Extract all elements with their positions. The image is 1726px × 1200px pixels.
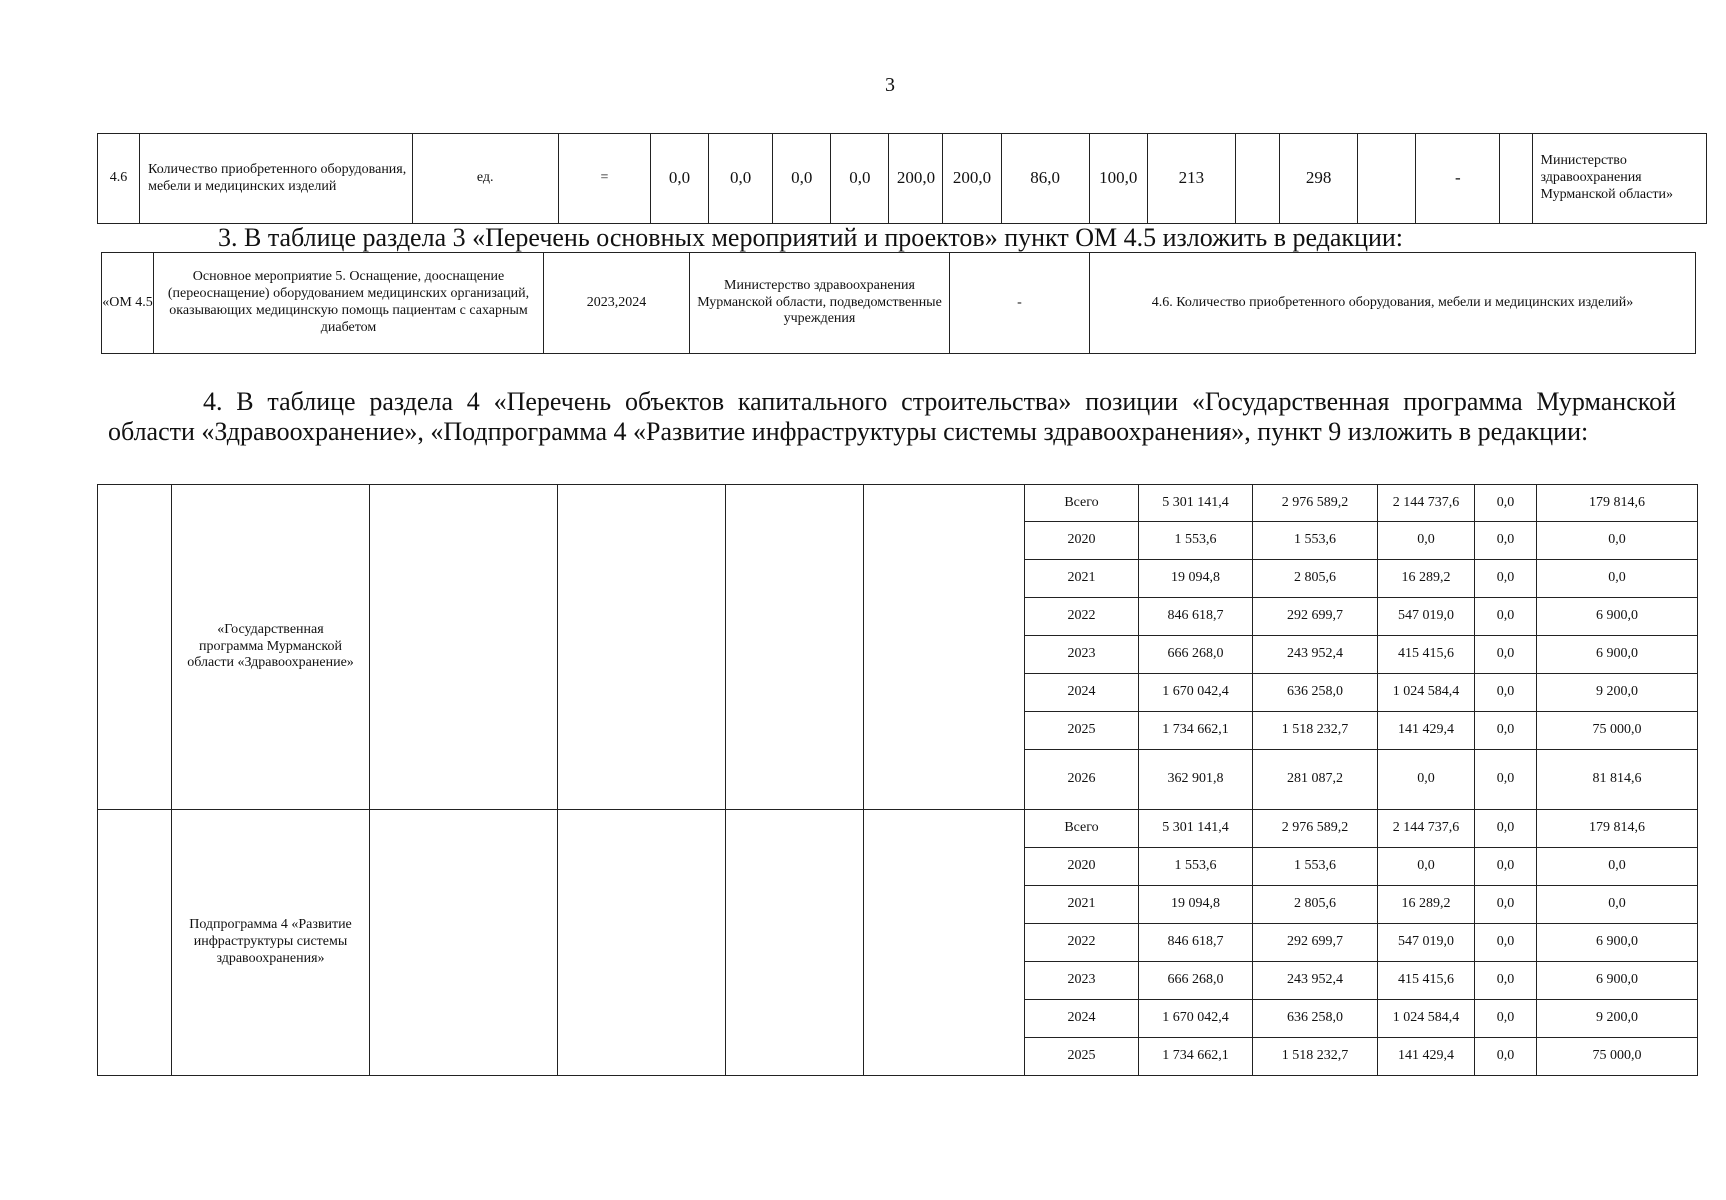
financing-source-3: 0,0 bbox=[1475, 924, 1537, 962]
financing-year: Всего bbox=[1025, 810, 1139, 848]
financing-source-4: 179 814,6 bbox=[1537, 810, 1698, 848]
indicator-responsible: Министерство здравоохранения Мурманской области» bbox=[1532, 134, 1707, 224]
indicator-value: 200,0 bbox=[889, 134, 943, 224]
empty-cell bbox=[726, 485, 864, 810]
financing-year: Всего bbox=[1025, 485, 1139, 522]
financing-source-4: 75 000,0 bbox=[1537, 712, 1698, 750]
financing-source-1: 243 952,4 bbox=[1253, 636, 1378, 674]
financing-source-4: 179 814,6 bbox=[1537, 485, 1698, 522]
financing-source-3: 0,0 bbox=[1475, 712, 1537, 750]
financing-total: 846 618,7 bbox=[1139, 924, 1253, 962]
financing-source-4: 0,0 bbox=[1537, 848, 1698, 886]
financing-source-3: 0,0 bbox=[1475, 750, 1537, 810]
financing-year: 2024 bbox=[1025, 674, 1139, 712]
financing-year: 2022 bbox=[1025, 598, 1139, 636]
financing-source-2: 547 019,0 bbox=[1378, 598, 1475, 636]
financing-source-4: 0,0 bbox=[1537, 522, 1698, 560]
financing-source-2: 16 289,2 bbox=[1378, 886, 1475, 924]
financing-row bbox=[98, 485, 1698, 522]
empty-cell bbox=[98, 810, 172, 1076]
financing-source-1: 1 553,6 bbox=[1253, 848, 1378, 886]
indicator-value: - bbox=[1416, 134, 1500, 224]
financing-year: 2026 bbox=[1025, 750, 1139, 810]
indicator-value bbox=[1500, 134, 1532, 224]
financing-source-3: 0,0 bbox=[1475, 485, 1537, 522]
financing-year: 2020 bbox=[1025, 848, 1139, 886]
financing-source-2: 415 415,6 bbox=[1378, 636, 1475, 674]
indicator-name: Количество приобретенного оборудования, мебели и медицинских изделий bbox=[140, 134, 413, 224]
indicator-value: 0,0 bbox=[831, 134, 889, 224]
financing-source-1: 243 952,4 bbox=[1253, 962, 1378, 1000]
financing-source-1: 1 553,6 bbox=[1253, 522, 1378, 560]
financing-total: 1 670 042,4 bbox=[1139, 674, 1253, 712]
financing-source-4: 0,0 bbox=[1537, 886, 1698, 924]
indicator-value: 200,0 bbox=[943, 134, 1001, 224]
indicator-row bbox=[98, 134, 1707, 224]
measure-years: 2023,2024 bbox=[544, 253, 690, 354]
indicator-unit: ед. bbox=[412, 134, 558, 224]
financing-table bbox=[97, 484, 1698, 1076]
measures-table bbox=[101, 252, 1696, 354]
indicator-value: 100,0 bbox=[1089, 134, 1147, 224]
measure-executor: Министерство здравоохранения Мурманской области, подведомственные учреждения bbox=[690, 253, 950, 354]
financing-source-3: 0,0 bbox=[1475, 674, 1537, 712]
financing-total: 1 553,6 bbox=[1139, 848, 1253, 886]
measure-dash: - bbox=[950, 253, 1090, 354]
indicator-number: 4.6 bbox=[98, 134, 140, 224]
financing-source-1: 292 699,7 bbox=[1253, 924, 1378, 962]
financing-year: 2023 bbox=[1025, 636, 1139, 674]
financing-source-4: 6 900,0 bbox=[1537, 924, 1698, 962]
financing-total: 5 301 141,4 bbox=[1139, 485, 1253, 522]
financing-year: 2021 bbox=[1025, 560, 1139, 598]
financing-source-1: 2 976 589,2 bbox=[1253, 810, 1378, 848]
financing-source-1: 281 087,2 bbox=[1253, 750, 1378, 810]
paragraph-3: 3. В таблице раздела 3 «Перечень основных мероприятий и проектов» пункт ОМ 4.5 изложить в редакции: bbox=[218, 223, 1404, 252]
program-title: «Государственная программа Мурманской области «Здравоохранение» bbox=[172, 485, 370, 810]
financing-total: 1 670 042,4 bbox=[1139, 1000, 1253, 1038]
financing-source-2: 141 429,4 bbox=[1378, 712, 1475, 750]
indicator-sign: = bbox=[558, 134, 650, 224]
financing-year: 2020 bbox=[1025, 522, 1139, 560]
financing-source-4: 9 200,0 bbox=[1537, 1000, 1698, 1038]
financing-source-4: 9 200,0 bbox=[1537, 674, 1698, 712]
measure-name: Основное мероприятие 5. Оснащение, дооснащение (переоснащение) оборудованием медицинских организаций, оказывающих медицинскую помощь пациентам с сахарным диабетом bbox=[154, 253, 544, 354]
financing-total: 1 734 662,1 bbox=[1139, 712, 1253, 750]
financing-source-1: 636 258,0 bbox=[1253, 674, 1378, 712]
financing-source-4: 81 814,6 bbox=[1537, 750, 1698, 810]
financing-year: 2023 bbox=[1025, 962, 1139, 1000]
financing-source-4: 6 900,0 bbox=[1537, 636, 1698, 674]
financing-source-1: 1 518 232,7 bbox=[1253, 712, 1378, 750]
financing-source-3: 0,0 bbox=[1475, 598, 1537, 636]
financing-total: 19 094,8 bbox=[1139, 560, 1253, 598]
empty-cell bbox=[370, 810, 558, 1076]
financing-source-2: 0,0 bbox=[1378, 848, 1475, 886]
financing-year: 2022 bbox=[1025, 924, 1139, 962]
indicator-value: 0,0 bbox=[773, 134, 831, 224]
financing-source-3: 0,0 bbox=[1475, 886, 1537, 924]
financing-year: 2025 bbox=[1025, 712, 1139, 750]
financing-source-1: 2 805,6 bbox=[1253, 560, 1378, 598]
financing-source-2: 1 024 584,4 bbox=[1378, 674, 1475, 712]
financing-source-1: 636 258,0 bbox=[1253, 1000, 1378, 1038]
financing-total: 1 553,6 bbox=[1139, 522, 1253, 560]
indicator-value: 213 bbox=[1147, 134, 1235, 224]
indicator-table bbox=[97, 133, 1707, 224]
paragraph-4: 4. В таблице раздела 4 «Перечень объектов капитального строительства» позиции «Государственная программа Мурманской области «Здравоохранение», «Подпрограмма 4 «Развитие инфраструктуры системы здравоохранения», пункт 9 изложить в редакции: bbox=[108, 387, 1676, 447]
financing-source-4: 0,0 bbox=[1537, 560, 1698, 598]
indicator-value: 0,0 bbox=[709, 134, 773, 224]
financing-source-1: 1 518 232,7 bbox=[1253, 1038, 1378, 1076]
financing-source-3: 0,0 bbox=[1475, 1038, 1537, 1076]
financing-year: 2021 bbox=[1025, 886, 1139, 924]
financing-source-1: 292 699,7 bbox=[1253, 598, 1378, 636]
program-title: Подпрограмма 4 «Развитие инфраструктуры системы здравоохранения» bbox=[172, 810, 370, 1076]
financing-source-2: 2 144 737,6 bbox=[1378, 810, 1475, 848]
measure-row bbox=[102, 253, 1696, 354]
empty-cell bbox=[864, 485, 1025, 810]
financing-source-3: 0,0 bbox=[1475, 636, 1537, 674]
financing-source-2: 1 024 584,4 bbox=[1378, 1000, 1475, 1038]
page-number: 3 bbox=[885, 74, 895, 96]
financing-source-4: 6 900,0 bbox=[1537, 962, 1698, 1000]
financing-total: 1 734 662,1 bbox=[1139, 1038, 1253, 1076]
financing-source-1: 2 976 589,2 bbox=[1253, 485, 1378, 522]
financing-source-2: 0,0 bbox=[1378, 750, 1475, 810]
financing-source-2: 2 144 737,6 bbox=[1378, 485, 1475, 522]
financing-total: 19 094,8 bbox=[1139, 886, 1253, 924]
empty-cell bbox=[370, 485, 558, 810]
financing-total: 666 268,0 bbox=[1139, 636, 1253, 674]
financing-source-3: 0,0 bbox=[1475, 1000, 1537, 1038]
indicator-value bbox=[1235, 134, 1279, 224]
empty-cell bbox=[558, 810, 726, 1076]
financing-source-3: 0,0 bbox=[1475, 810, 1537, 848]
financing-total: 846 618,7 bbox=[1139, 598, 1253, 636]
empty-cell bbox=[558, 485, 726, 810]
financing-year: 2025 bbox=[1025, 1038, 1139, 1076]
empty-cell bbox=[98, 485, 172, 810]
financing-total: 362 901,8 bbox=[1139, 750, 1253, 810]
financing-row bbox=[98, 810, 1698, 848]
financing-source-3: 0,0 bbox=[1475, 560, 1537, 598]
financing-source-4: 6 900,0 bbox=[1537, 598, 1698, 636]
measure-code: «ОМ 4.5 bbox=[102, 253, 154, 354]
financing-source-2: 547 019,0 bbox=[1378, 924, 1475, 962]
financing-source-3: 0,0 bbox=[1475, 962, 1537, 1000]
financing-source-2: 16 289,2 bbox=[1378, 560, 1475, 598]
financing-source-2: 415 415,6 bbox=[1378, 962, 1475, 1000]
indicator-value: 0,0 bbox=[651, 134, 709, 224]
financing-year: 2024 bbox=[1025, 1000, 1139, 1038]
financing-source-3: 0,0 bbox=[1475, 848, 1537, 886]
indicator-value: 86,0 bbox=[1001, 134, 1089, 224]
financing-source-3: 0,0 bbox=[1475, 522, 1537, 560]
indicator-value bbox=[1358, 134, 1416, 224]
measure-indicator: 4.6. Количество приобретенного оборудования, мебели и медицинских изделий» bbox=[1090, 253, 1696, 354]
indicator-value: 298 bbox=[1280, 134, 1358, 224]
financing-source-1: 2 805,6 bbox=[1253, 886, 1378, 924]
financing-source-2: 0,0 bbox=[1378, 522, 1475, 560]
empty-cell bbox=[864, 810, 1025, 1076]
financing-total: 666 268,0 bbox=[1139, 962, 1253, 1000]
financing-source-4: 75 000,0 bbox=[1537, 1038, 1698, 1076]
financing-source-2: 141 429,4 bbox=[1378, 1038, 1475, 1076]
financing-total: 5 301 141,4 bbox=[1139, 810, 1253, 848]
empty-cell bbox=[726, 810, 864, 1076]
